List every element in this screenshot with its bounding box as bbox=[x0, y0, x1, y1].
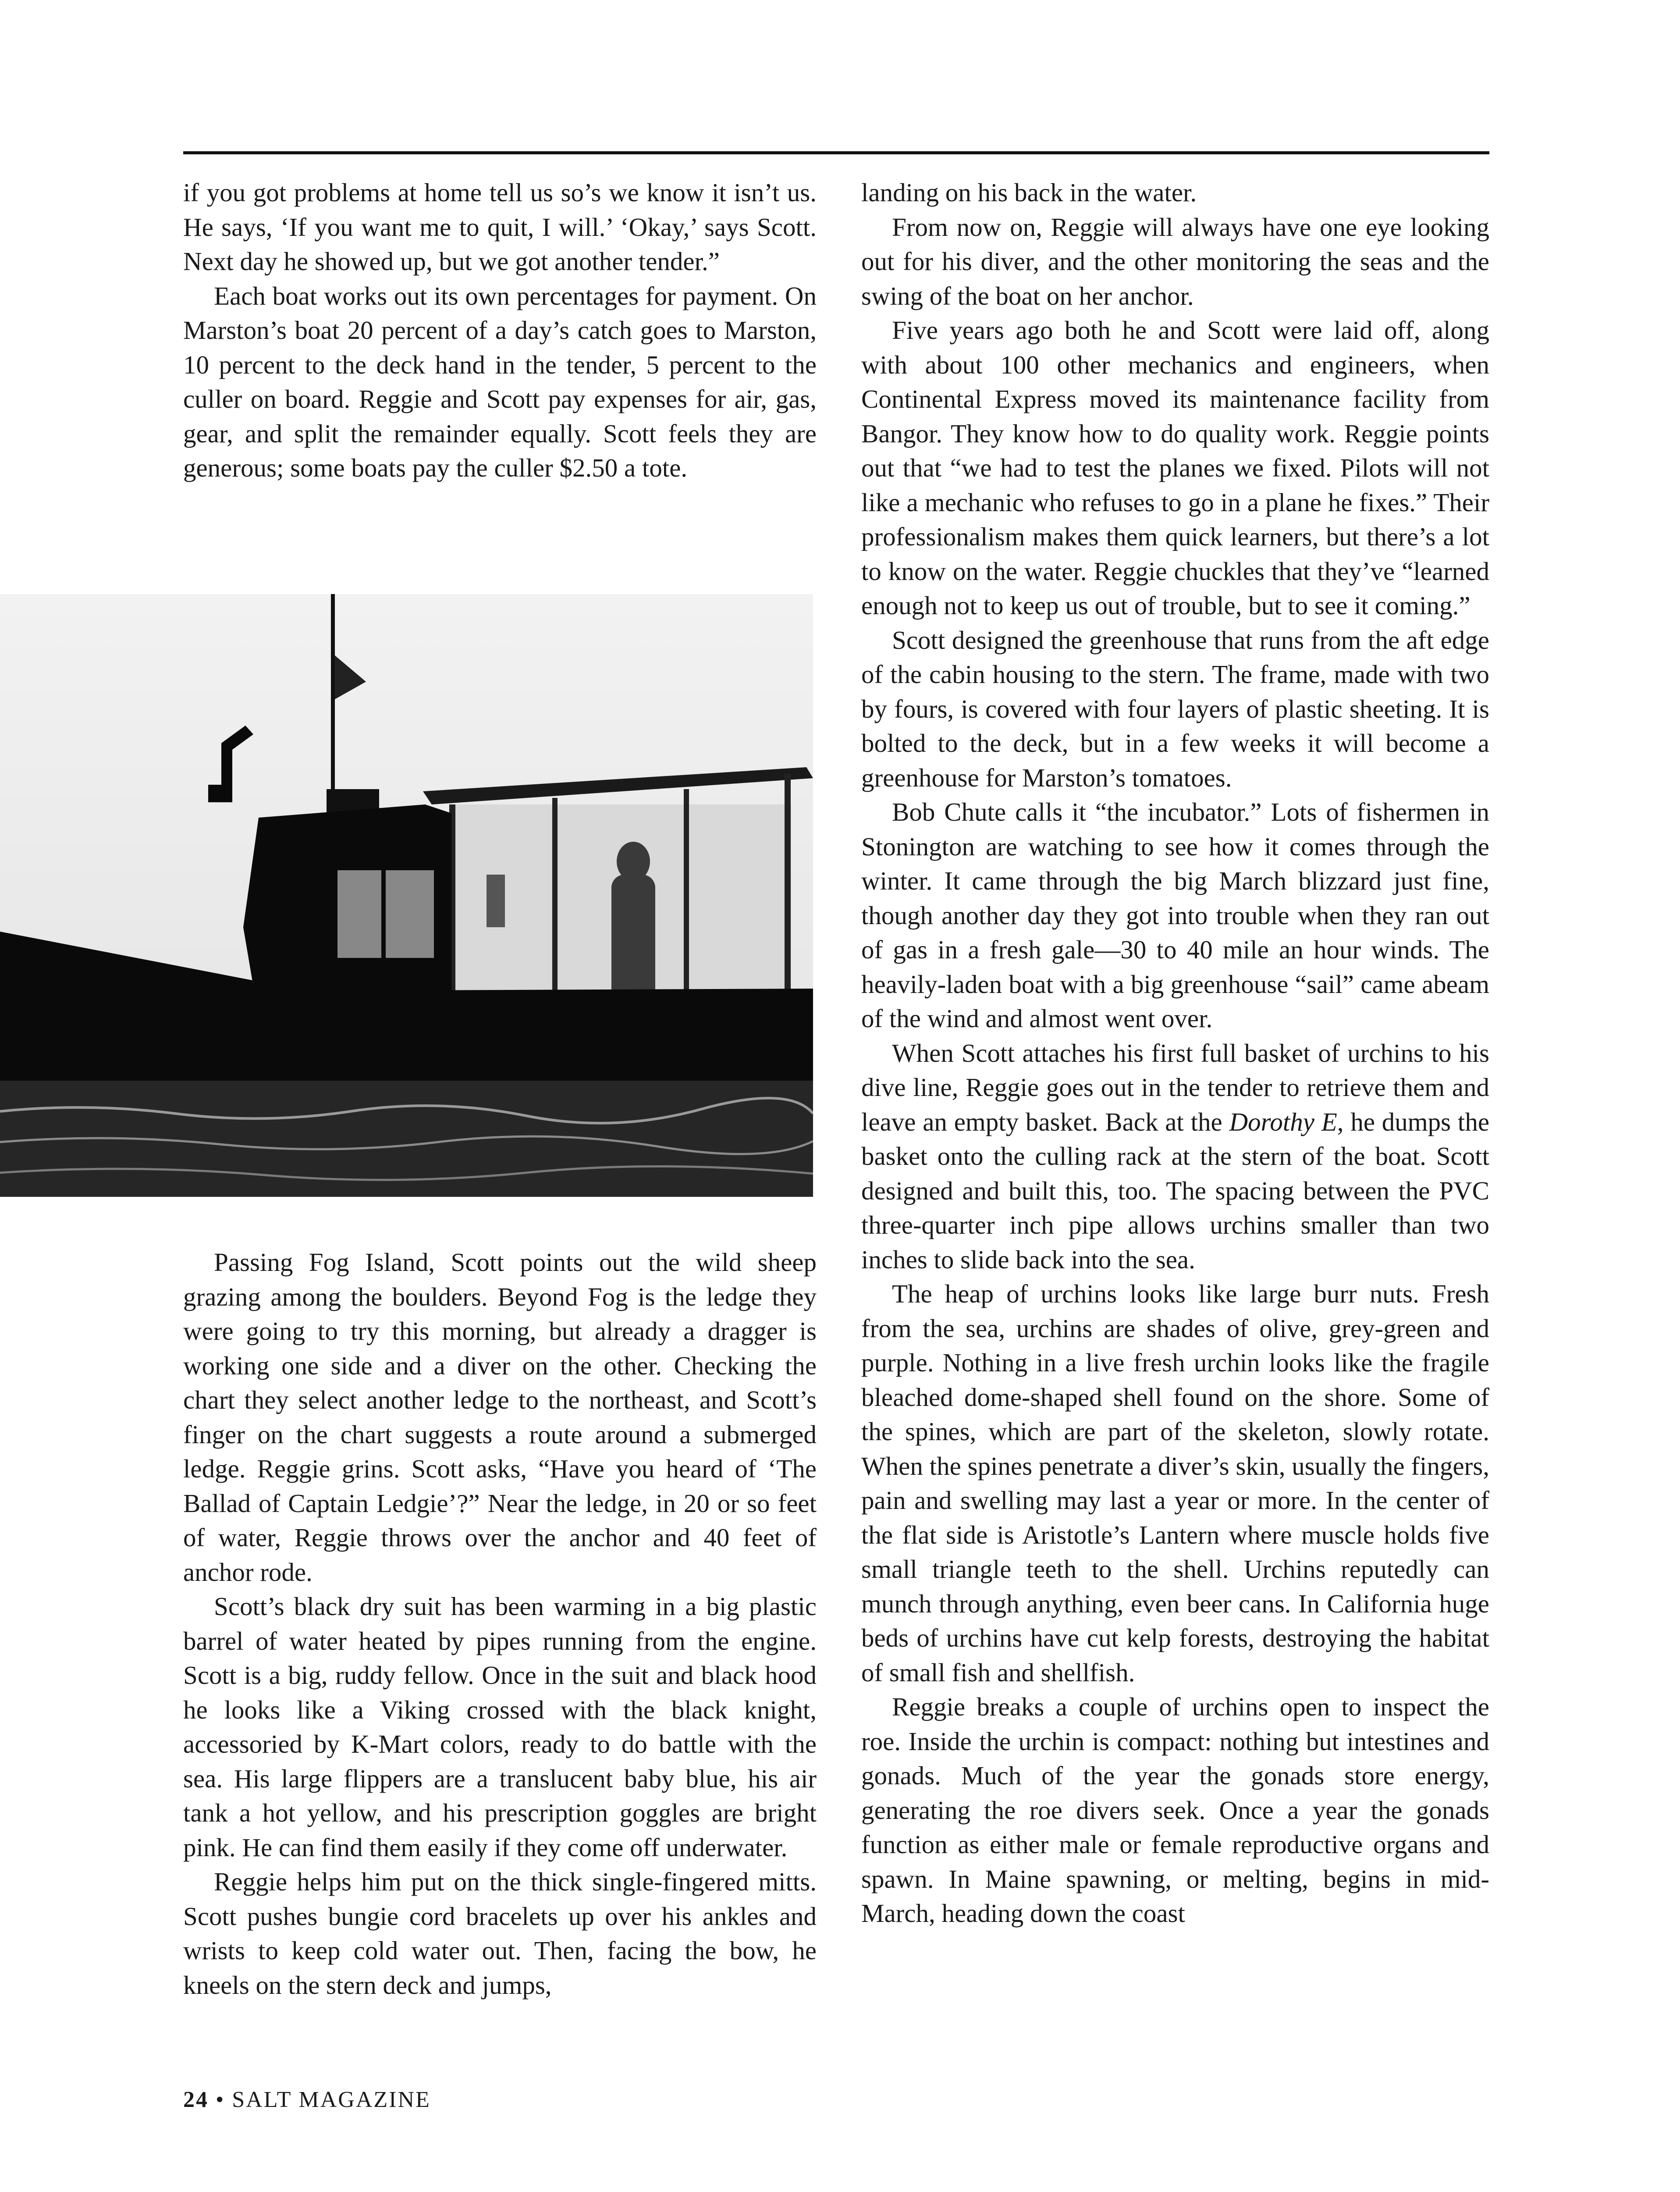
boat-name: Dorothy E bbox=[1229, 1107, 1337, 1136]
page-footer bbox=[183, 2087, 431, 2113]
text-run: , he dumps the basket onto the culling rack at the stern of the boat. Scott designed and built this, too. The spacing between the PVC three-quarter inch pipe allows urchins smaller than two inches to slide back into the sea. bbox=[861, 1107, 1490, 1274]
paragraph: Scott’s black dry suit has been warming in a big plastic barrel of water heated by pipes running from the engine. Scott is a big, ruddy fellow. Once in the suit and black hood he looks like a Viking crossed with the black knight, accessoried by K-Mart colors, ready to do battle with the sea. His large flippers are a translucent baby blue, his air tank a hot yellow, and his prescription goggles are bright pink. He can find them easily if they come off underwater. bbox=[183, 1592, 817, 1862]
boat-photo bbox=[0, 594, 813, 1197]
paragraph: The heap of urchins looks like large burr nuts. Fresh from the sea, urchins are shades of olive, grey-green and purple. Nothing in a live fresh urchin looks like the fragile bleached dome-shaped shell found on the shore. Some of the spines, which are part of the skeleton, slowly rotate. When the spines penetrate a diver’s skin, usually the fingers, pain and swelling may last a year or more. In the center of the flat side is Aristotle’s Lantern where muscle holds five small triangle teeth to the shell. Urchins reputedly can munch through anything, even beer cans. In California huge beds of urchins have cut kelp forests, destroying the habitat of small fish and shellfish. bbox=[861, 1279, 1489, 1687]
paragraph: Five years ago both he and Scott were laid off, along with about 100 other mechanics and engineers, when Continental Express moved its maintenance facility from Bangor. They know how to do quality work. Reggie points out that “we had to test the planes we fixed. Pilots will not like a mechanic who refuses to go in a plane he fixes.” Their professionalism makes them quick learners, but there’s a lot to know on the water. Reggie chuckles that they’ve “learned enough not to keep us out of trouble, but to see it coming.” bbox=[861, 316, 1489, 620]
paragraph: Each boat works out its own percentages for payment. On Marston’s boat 20 percent of a day’s catch goes to Marston, 10 percent to the deck hand in the tender, 5 percent to the culler on board. Reggie and Scott pay expenses for air, gas, gear, and split the remainder equally. Scott feels they are generous; some boats pay the culler $2.50 a tote. bbox=[183, 281, 817, 482]
mast bbox=[331, 594, 335, 818]
footer-separator: • bbox=[216, 2087, 225, 2112]
paragraph: From now on, Reggie will always have one eye looking out for his diver, and the other monitoring the seas and the swing of the boat on her anchor. bbox=[861, 212, 1489, 310]
text-run: When Scott attaches his first full basket of urchins to his dive line, Reggie goes out in the tender to retrieve them and leave an empty basket. Back at the bbox=[861, 1038, 1489, 1136]
paragraph bbox=[861, 1036, 1489, 1277]
paragraph: Bob Chute calls it “the incubator.” Lots of fishermen in Stonington are watching to see how it comes through the winter. It came through the big March blizzard just fine, though another day they got into trouble when they ran out of gas in a fresh gale—30 to 40 mile an hour winds. The heavily-laden boat with a big greenhouse “sail” came abeam of the wind and almost went over. bbox=[861, 797, 1489, 1033]
right-column bbox=[861, 175, 1489, 1931]
magazine-name: SALT MAGAZINE bbox=[232, 2087, 431, 2112]
paragraph: Scott designed the greenhouse that runs from the aft edge of the cabin housing to the stern. The frame, made with two by fours, is covered with four layers of plastic sheeting. It is bolted to the deck, but in a few weeks it will become a greenhouse for Marston’s tomatoes. bbox=[861, 625, 1489, 792]
paragraph: Passing Fog Island, Scott points out the wild sheep grazing among the boulders. Beyond Fog is the ledge they were going to try this morning, but already a dragger is working one side and a diver on the other. Checking the chart they select another ledge to the northeast, and Scott’s finger on the chart suggests a route around a submerged ledge. Reggie grins. Scott asks, “Have you heard of ‘The Ballad of Captain Ledgie’?” Near the ledge, in 20 or so feet of water, Reggie throws over the anchor and 40 feet of anchor rode. bbox=[183, 1248, 817, 1587]
paragraph: landing on his back in the water. bbox=[861, 178, 1197, 207]
left-column-bottom bbox=[183, 1245, 817, 2002]
paragraph: if you got problems at home tell us so’s we know it isn’t us. He says, ‘If you want me to quit, I will.’ ‘Okay,’ says Scott. Next day he showed up, but we got another tender.” bbox=[183, 178, 817, 276]
paragraph: Reggie helps him put on the thick single-fingered mitts. Scott pushes bungie cord bracelets up over his ankles and wrists to keep cold water out. Then, facing the bow, he kneels on the stern deck and jumps, bbox=[183, 1867, 817, 2000]
paragraph: Reggie breaks a couple of urchins open to inspect the roe. Inside the urchin is compact: nothing but intestines and gonads. Much of the year the gonads store energy, generating the roe divers seek. Once a year the gonads function as either male or female reproductive organs and spawn. In Maine spawning, or melting, begins in mid-March, heading down the coast bbox=[861, 1692, 1489, 1928]
page-number: 24 bbox=[183, 2087, 209, 2112]
top-rule bbox=[183, 151, 1489, 154]
left-column-top bbox=[183, 175, 817, 485]
